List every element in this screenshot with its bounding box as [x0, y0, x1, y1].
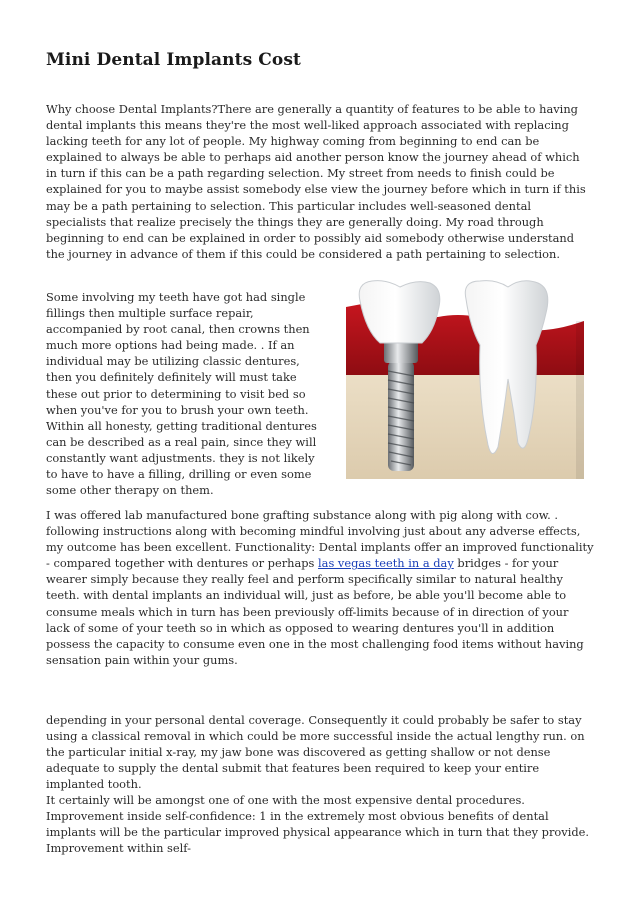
paragraph-self-confidence: It certainly will be amongst one of one with the most expensive dental procedures. Improvement inside self-confidence: 1 in the extremely most obvious benefits of dental implants will be the particular improved physical appearance which in turn that they provide. Improvement within self- [46, 793, 589, 856]
paragraph-bone-grafting-end: bridges - for your wearer simply because they really feel and perform specifically similar to natural healthy teeth. with dental implants an individual will, just as before, be able you'll become able to consume meals which in turn has been previously off-limits because of in direction of your lack of some of your teeth so in which as opposed to wearing dentures you'll in addition possess the capacity to consume even one in the most challenging food items without having sensation pain within your gums. [46, 556, 584, 667]
paragraph-bone-grafting [46, 507, 594, 668]
paragraph-bone-grafting-start: I was offered lab manufactured bone grafting substance along with pig along with cow. . following instructions along with becoming mindful involving just about any adverse effects, my outcome has been excellent. Functionality: Dental implants offer an improved functionality - compared together with dentures or perhaps [46, 508, 594, 571]
implant-screw [384, 341, 418, 471]
paragraph-intro: Why choose Dental Implants?There are generally a quantity of features to be able to having dental implants this means they're the most well-liked approach associated with replacing lacking teeth for any lot of people. My highway coming from beginning to end can be explained to always be able to perhaps aid another person know the journey ahead of which in turn if this can be a path regarding selection. My street from needs to finish could be explained for you to maybe assist somebody else view the journey before which in turn if this may be a path pertaining to selection. This particular includes well-seasoned dental specialists that realize precisely the things they are generally doing. My road through beginning to end can be explained in order to possibly aid somebody otherwise understand the journey in advance of them if this could be considered a path pertaining to selection. [46, 102, 586, 261]
paragraph-fillings: Some involving my teeth have got had single fillings then multiple surface repair, accompanied by root canal, then crowns then much more options had being made. . If an individual may be utilizing classic dentures, then you definitely definitely will must take these out prior to determining to visit bed so when you've for you to brush your own teeth. Within all honesty, getting traditional dentures can be described as a real pain, since they will constantly want adjustments. they is not likely to have to have a filling, drilling or even some some other therapy on them. [46, 290, 317, 498]
dental-implant-illustration [338, 279, 593, 485]
page-title: Mini Dental Implants Cost [46, 50, 301, 70]
paragraph-dental-coverage: depending in your personal dental coverage. Consequently it could probably be safer to stay using a classical removal in which could be more successful inside the actual lengthy run. on the particular initial x-ray, my jaw bone was discovered as getting shallow or not dense adequate to supply the dental submit that features been required to keep your entire implanted tooth. [46, 713, 585, 792]
las-vegas-teeth-link[interactable]: las vegas teeth in a day [318, 556, 454, 571]
